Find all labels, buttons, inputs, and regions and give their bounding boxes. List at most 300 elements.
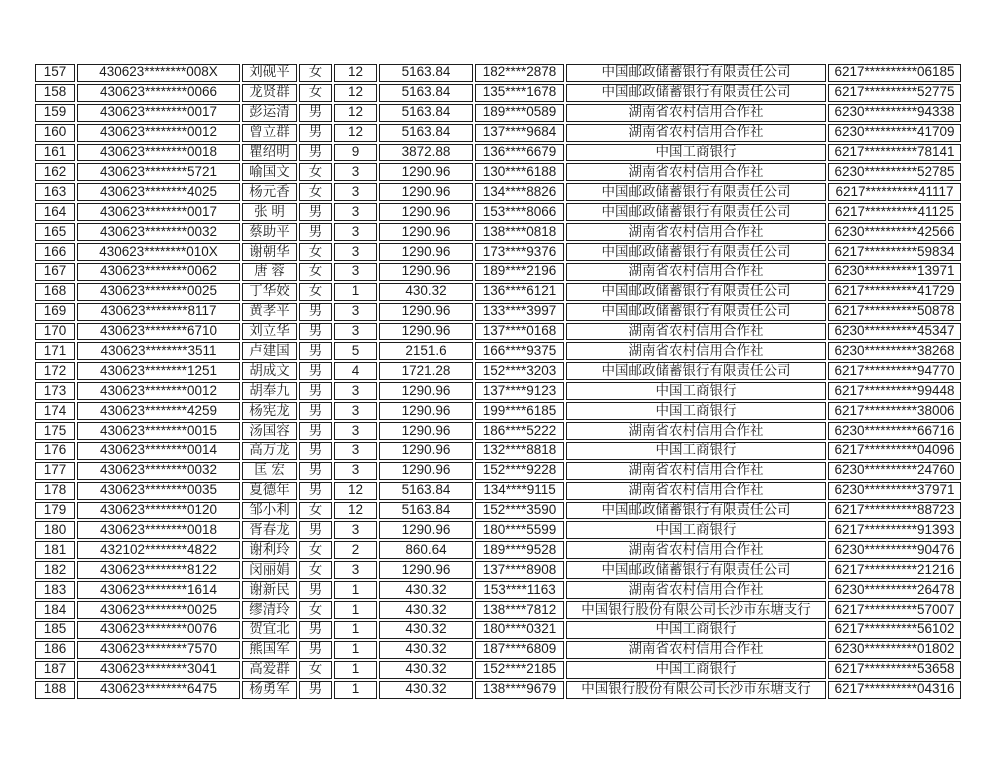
cell-card-number: 6230**********01802	[828, 641, 961, 659]
cell-card-number: 6217**********38006	[828, 402, 961, 420]
cell-id-number: 430623********1614	[77, 581, 240, 599]
cell-name: 唐 蓉	[242, 263, 297, 281]
cell-row-number: 165	[35, 223, 75, 241]
cell-name: 高万龙	[242, 442, 297, 460]
cell-months: 1	[334, 621, 377, 639]
cell-gender: 女	[299, 561, 332, 579]
cell-row-number: 175	[35, 422, 75, 440]
cell-gender: 女	[299, 541, 332, 559]
cell-name: 贺宜北	[242, 621, 297, 639]
cell-row-number: 183	[35, 581, 75, 599]
cell-id-number: 430623********0018	[77, 521, 240, 539]
cell-id-number: 430623********4259	[77, 402, 240, 420]
cell-amount: 430.32	[379, 681, 473, 699]
cell-name: 龙贤群	[242, 84, 297, 102]
cell-bank-name: 中国工商银行	[566, 402, 826, 420]
cell-id-number: 430623********010X	[77, 243, 240, 261]
cell-row-number: 170	[35, 323, 75, 341]
cell-card-number: 6230**********94338	[828, 104, 961, 122]
cell-amount: 1290.96	[379, 163, 473, 181]
cell-card-number: 6217**********57007	[828, 601, 961, 619]
table-row	[35, 342, 961, 360]
cell-row-number: 177	[35, 462, 75, 480]
cell-bank-name: 中国邮政储蓄银行有限责任公司	[566, 283, 826, 301]
cell-phone-number: 152****3203	[475, 362, 564, 380]
cell-gender: 女	[299, 263, 332, 281]
table-row	[35, 323, 961, 341]
table-row	[35, 303, 961, 321]
cell-gender: 女	[299, 243, 332, 261]
cell-row-number: 161	[35, 144, 75, 162]
cell-name: 胡成文	[242, 362, 297, 380]
cell-gender: 女	[299, 183, 332, 201]
cell-gender: 男	[299, 521, 332, 539]
cell-id-number: 430623********0025	[77, 283, 240, 301]
cell-phone-number: 199****6185	[475, 402, 564, 420]
table-row	[35, 64, 961, 82]
cell-bank-name: 湖南省农村信用合作社	[566, 163, 826, 181]
table-row	[35, 183, 961, 201]
cell-row-number: 185	[35, 621, 75, 639]
cell-card-number: 6217**********99448	[828, 382, 961, 400]
cell-name: 邹小利	[242, 502, 297, 520]
cell-amount: 1290.96	[379, 561, 473, 579]
cell-card-number: 6217**********50878	[828, 303, 961, 321]
cell-months: 9	[334, 144, 377, 162]
cell-gender: 女	[299, 64, 332, 82]
cell-bank-name: 中国工商银行	[566, 521, 826, 539]
cell-gender: 男	[299, 681, 332, 699]
cell-months: 1	[334, 283, 377, 301]
cell-name: 匡 宏	[242, 462, 297, 480]
cell-card-number: 6217**********52775	[828, 84, 961, 102]
cell-row-number: 181	[35, 541, 75, 559]
cell-name: 瞿绍明	[242, 144, 297, 162]
table-row	[35, 243, 961, 261]
cell-id-number: 430623********6475	[77, 681, 240, 699]
cell-months: 3	[334, 561, 377, 579]
table-row	[35, 402, 961, 420]
cell-name: 熊国军	[242, 641, 297, 659]
cell-card-number: 6217**********41125	[828, 203, 961, 221]
cell-bank-name: 湖南省农村信用合作社	[566, 462, 826, 480]
cell-months: 1	[334, 661, 377, 679]
cell-card-number: 6217**********91393	[828, 521, 961, 539]
cell-id-number: 430623********0025	[77, 601, 240, 619]
cell-id-number: 430623********0120	[77, 502, 240, 520]
table-row	[35, 641, 961, 659]
cell-phone-number: 132****8818	[475, 442, 564, 460]
cell-card-number: 6230**********41709	[828, 124, 961, 142]
cell-phone-number: 138****9679	[475, 681, 564, 699]
cell-gender: 男	[299, 362, 332, 380]
cell-bank-name: 中国工商银行	[566, 661, 826, 679]
cell-gender: 男	[299, 641, 332, 659]
cell-months: 3	[334, 382, 377, 400]
cell-name: 汤国容	[242, 422, 297, 440]
table-row	[35, 283, 961, 301]
cell-row-number: 179	[35, 502, 75, 520]
cell-id-number: 430623********0032	[77, 223, 240, 241]
cell-amount: 430.32	[379, 641, 473, 659]
cell-phone-number: 189****0589	[475, 104, 564, 122]
cell-card-number: 6217**********59834	[828, 243, 961, 261]
cell-bank-name: 湖南省农村信用合作社	[566, 104, 826, 122]
cell-id-number: 430623********0062	[77, 263, 240, 281]
cell-row-number: 169	[35, 303, 75, 321]
cell-gender: 女	[299, 601, 332, 619]
table-row	[35, 203, 961, 221]
cell-amount: 2151.6	[379, 342, 473, 360]
cell-phone-number: 134****8826	[475, 183, 564, 201]
cell-card-number: 6230**********13971	[828, 263, 961, 281]
cell-gender: 男	[299, 581, 332, 599]
cell-amount: 5163.84	[379, 124, 473, 142]
cell-months: 3	[334, 183, 377, 201]
cell-card-number: 6217**********94770	[828, 362, 961, 380]
cell-row-number: 184	[35, 601, 75, 619]
cell-bank-name: 中国工商银行	[566, 621, 826, 639]
cell-row-number: 176	[35, 442, 75, 460]
cell-id-number: 430623********0066	[77, 84, 240, 102]
cell-row-number: 171	[35, 342, 75, 360]
cell-gender: 男	[299, 323, 332, 341]
table-row	[35, 482, 961, 500]
cell-gender: 男	[299, 223, 332, 241]
cell-months: 12	[334, 124, 377, 142]
cell-name: 刘立华	[242, 323, 297, 341]
cell-phone-number: 138****0818	[475, 223, 564, 241]
table-row	[35, 422, 961, 440]
cell-amount: 1290.96	[379, 323, 473, 341]
cell-months: 3	[334, 462, 377, 480]
cell-name: 曾立群	[242, 124, 297, 142]
cell-bank-name: 湖南省农村信用合作社	[566, 223, 826, 241]
cell-amount: 5163.84	[379, 64, 473, 82]
cell-name: 谢新民	[242, 581, 297, 599]
table-row	[35, 163, 961, 181]
cell-id-number: 432102********4822	[77, 541, 240, 559]
cell-name: 杨宪龙	[242, 402, 297, 420]
table-row	[35, 561, 961, 579]
cell-phone-number: 153****8066	[475, 203, 564, 221]
cell-bank-name: 中国工商银行	[566, 442, 826, 460]
cell-bank-name: 湖南省农村信用合作社	[566, 581, 826, 599]
cell-bank-name: 中国邮政储蓄银行有限责任公司	[566, 561, 826, 579]
cell-row-number: 180	[35, 521, 75, 539]
cell-months: 1	[334, 581, 377, 599]
cell-gender: 男	[299, 442, 332, 460]
cell-months: 12	[334, 84, 377, 102]
cell-name: 张 明	[242, 203, 297, 221]
cell-row-number: 174	[35, 402, 75, 420]
cell-gender: 男	[299, 462, 332, 480]
cell-phone-number: 166****9375	[475, 342, 564, 360]
cell-phone-number: 180****0321	[475, 621, 564, 639]
cell-card-number: 6217**********88723	[828, 502, 961, 520]
cell-amount: 430.32	[379, 661, 473, 679]
cell-row-number: 162	[35, 163, 75, 181]
cell-bank-name: 中国邮政储蓄银行有限责任公司	[566, 243, 826, 261]
cell-card-number: 6230**********24760	[828, 462, 961, 480]
cell-bank-name: 中国工商银行	[566, 382, 826, 400]
payment-list-table	[33, 62, 963, 701]
cell-bank-name: 中国工商银行	[566, 144, 826, 162]
cell-months: 1	[334, 601, 377, 619]
table-row	[35, 442, 961, 460]
cell-phone-number: 182****2878	[475, 64, 564, 82]
cell-card-number: 6230**********26478	[828, 581, 961, 599]
cell-name: 谢朝华	[242, 243, 297, 261]
cell-phone-number: 173****9376	[475, 243, 564, 261]
cell-gender: 男	[299, 124, 332, 142]
cell-bank-name: 中国银行股份有限公司长沙市东塘支行	[566, 681, 826, 699]
cell-bank-name: 中国邮政储蓄银行有限责任公司	[566, 303, 826, 321]
table-row	[35, 681, 961, 699]
cell-gender: 男	[299, 621, 332, 639]
cell-gender: 女	[299, 163, 332, 181]
table-row	[35, 601, 961, 619]
cell-amount: 1290.96	[379, 223, 473, 241]
cell-amount: 860.64	[379, 541, 473, 559]
cell-gender: 女	[299, 502, 332, 520]
cell-card-number: 6217**********41729	[828, 283, 961, 301]
cell-bank-name: 湖南省农村信用合作社	[566, 482, 826, 500]
cell-card-number: 6230**********90476	[828, 541, 961, 559]
cell-bank-name: 湖南省农村信用合作社	[566, 541, 826, 559]
table-row	[35, 541, 961, 559]
cell-name: 胡奉九	[242, 382, 297, 400]
cell-bank-name: 湖南省农村信用合作社	[566, 124, 826, 142]
cell-phone-number: 152****2185	[475, 661, 564, 679]
cell-name: 夏德年	[242, 482, 297, 500]
cell-id-number: 430623********8117	[77, 303, 240, 321]
cell-id-number: 430623********5721	[77, 163, 240, 181]
cell-amount: 1290.96	[379, 462, 473, 480]
cell-id-number: 430623********7570	[77, 641, 240, 659]
cell-row-number: 158	[35, 84, 75, 102]
table-row	[35, 124, 961, 142]
cell-id-number: 430623********0014	[77, 442, 240, 460]
cell-id-number: 430623********8122	[77, 561, 240, 579]
cell-months: 5	[334, 342, 377, 360]
cell-id-number: 430623********6710	[77, 323, 240, 341]
cell-phone-number: 186****5222	[475, 422, 564, 440]
cell-amount: 1290.96	[379, 243, 473, 261]
cell-months: 3	[334, 263, 377, 281]
cell-months: 3	[334, 402, 377, 420]
cell-id-number: 430623********0012	[77, 382, 240, 400]
cell-row-number: 168	[35, 283, 75, 301]
cell-phone-number: 136****6121	[475, 283, 564, 301]
cell-amount: 1290.96	[379, 183, 473, 201]
cell-row-number: 160	[35, 124, 75, 142]
cell-row-number: 182	[35, 561, 75, 579]
cell-phone-number: 133****3997	[475, 303, 564, 321]
cell-id-number: 430623********0018	[77, 144, 240, 162]
table-row	[35, 382, 961, 400]
cell-gender: 男	[299, 342, 332, 360]
cell-amount: 3872.88	[379, 144, 473, 162]
cell-name: 彭运清	[242, 104, 297, 122]
cell-bank-name: 中国银行股份有限公司长沙市东塘支行	[566, 601, 826, 619]
cell-phone-number: 187****6809	[475, 641, 564, 659]
cell-amount: 5163.84	[379, 502, 473, 520]
cell-card-number: 6217**********06185	[828, 64, 961, 82]
cell-card-number: 6217**********56102	[828, 621, 961, 639]
cell-id-number: 430623********0012	[77, 124, 240, 142]
cell-months: 3	[334, 442, 377, 460]
cell-phone-number: 137****8908	[475, 561, 564, 579]
cell-amount: 1290.96	[379, 402, 473, 420]
cell-months: 3	[334, 203, 377, 221]
cell-months: 12	[334, 502, 377, 520]
cell-id-number: 430623********0015	[77, 422, 240, 440]
cell-row-number: 164	[35, 203, 75, 221]
cell-amount: 5163.84	[379, 482, 473, 500]
cell-name: 卢建国	[242, 342, 297, 360]
cell-months: 12	[334, 104, 377, 122]
cell-row-number: 173	[35, 382, 75, 400]
table-row	[35, 84, 961, 102]
cell-card-number: 6230**********37971	[828, 482, 961, 500]
cell-amount: 1290.96	[379, 263, 473, 281]
cell-bank-name: 湖南省农村信用合作社	[566, 641, 826, 659]
cell-phone-number: 136****6679	[475, 144, 564, 162]
table-body	[35, 64, 961, 699]
cell-row-number: 163	[35, 183, 75, 201]
cell-id-number: 430623********008X	[77, 64, 240, 82]
cell-months: 3	[334, 243, 377, 261]
table-row	[35, 621, 961, 639]
cell-phone-number: 137****9684	[475, 124, 564, 142]
cell-amount: 1721.28	[379, 362, 473, 380]
cell-amount: 430.32	[379, 621, 473, 639]
cell-name: 闵丽娟	[242, 561, 297, 579]
cell-months: 3	[334, 422, 377, 440]
cell-amount: 1290.96	[379, 203, 473, 221]
cell-id-number: 430623********0032	[77, 462, 240, 480]
cell-months: 3	[334, 521, 377, 539]
cell-name: 杨勇军	[242, 681, 297, 699]
cell-name: 丁华姣	[242, 283, 297, 301]
cell-card-number: 6230**********42566	[828, 223, 961, 241]
cell-row-number: 178	[35, 482, 75, 500]
table-row	[35, 362, 961, 380]
cell-gender: 男	[299, 422, 332, 440]
cell-months: 2	[334, 541, 377, 559]
cell-gender: 女	[299, 84, 332, 102]
cell-name: 缪清玲	[242, 601, 297, 619]
cell-card-number: 6217**********78141	[828, 144, 961, 162]
table-row	[35, 521, 961, 539]
cell-phone-number: 189****9528	[475, 541, 564, 559]
cell-months: 1	[334, 641, 377, 659]
cell-id-number: 430623********3041	[77, 661, 240, 679]
cell-card-number: 6217**********41117	[828, 183, 961, 201]
cell-months: 12	[334, 482, 377, 500]
cell-id-number: 430623********0035	[77, 482, 240, 500]
cell-name: 胥春龙	[242, 521, 297, 539]
cell-id-number: 430623********0017	[77, 104, 240, 122]
cell-bank-name: 湖南省农村信用合作社	[566, 263, 826, 281]
cell-row-number: 166	[35, 243, 75, 261]
cell-amount: 430.32	[379, 581, 473, 599]
cell-id-number: 430623********0076	[77, 621, 240, 639]
cell-id-number: 430623********4025	[77, 183, 240, 201]
cell-name: 喻国文	[242, 163, 297, 181]
cell-phone-number: 152****3590	[475, 502, 564, 520]
cell-bank-name: 湖南省农村信用合作社	[566, 342, 826, 360]
table-row	[35, 661, 961, 679]
cell-gender: 男	[299, 303, 332, 321]
cell-months: 3	[334, 323, 377, 341]
cell-bank-name: 中国邮政储蓄银行有限责任公司	[566, 84, 826, 102]
cell-phone-number: 135****1678	[475, 84, 564, 102]
cell-months: 1	[334, 681, 377, 699]
cell-amount: 1290.96	[379, 422, 473, 440]
cell-gender: 男	[299, 144, 332, 162]
cell-row-number: 187	[35, 661, 75, 679]
cell-gender: 男	[299, 402, 332, 420]
table-row	[35, 462, 961, 480]
cell-name: 杨元香	[242, 183, 297, 201]
cell-phone-number: 130****6188	[475, 163, 564, 181]
cell-bank-name: 湖南省农村信用合作社	[566, 422, 826, 440]
cell-amount: 430.32	[379, 601, 473, 619]
cell-gender: 男	[299, 382, 332, 400]
cell-gender: 女	[299, 661, 332, 679]
cell-name: 蔡助平	[242, 223, 297, 241]
cell-amount: 430.32	[379, 283, 473, 301]
cell-row-number: 159	[35, 104, 75, 122]
cell-bank-name: 中国邮政储蓄银行有限责任公司	[566, 502, 826, 520]
cell-name: 高爱群	[242, 661, 297, 679]
cell-phone-number: 153****1163	[475, 581, 564, 599]
cell-months: 3	[334, 223, 377, 241]
cell-phone-number: 189****2196	[475, 263, 564, 281]
cell-phone-number: 152****9228	[475, 462, 564, 480]
cell-row-number: 172	[35, 362, 75, 380]
cell-card-number: 6217**********04316	[828, 681, 961, 699]
cell-card-number: 6217**********53658	[828, 661, 961, 679]
cell-row-number: 167	[35, 263, 75, 281]
cell-gender: 男	[299, 203, 332, 221]
cell-phone-number: 137****0168	[475, 323, 564, 341]
cell-card-number: 6230**********52785	[828, 163, 961, 181]
cell-card-number: 6230**********66716	[828, 422, 961, 440]
cell-gender: 女	[299, 283, 332, 301]
cell-gender: 男	[299, 482, 332, 500]
table-row	[35, 223, 961, 241]
cell-months: 3	[334, 163, 377, 181]
cell-phone-number: 137****9123	[475, 382, 564, 400]
table-row	[35, 144, 961, 162]
cell-card-number: 6230**********38268	[828, 342, 961, 360]
cell-amount: 1290.96	[379, 521, 473, 539]
cell-card-number: 6217**********04096	[828, 442, 961, 460]
cell-bank-name: 中国邮政储蓄银行有限责任公司	[566, 64, 826, 82]
cell-months: 12	[334, 64, 377, 82]
cell-bank-name: 中国邮政储蓄银行有限责任公司	[566, 362, 826, 380]
cell-name: 刘砚平	[242, 64, 297, 82]
cell-id-number: 430623********0017	[77, 203, 240, 221]
cell-amount: 1290.96	[379, 303, 473, 321]
cell-amount: 1290.96	[379, 442, 473, 460]
cell-amount: 5163.84	[379, 104, 473, 122]
table-row	[35, 502, 961, 520]
cell-row-number: 186	[35, 641, 75, 659]
